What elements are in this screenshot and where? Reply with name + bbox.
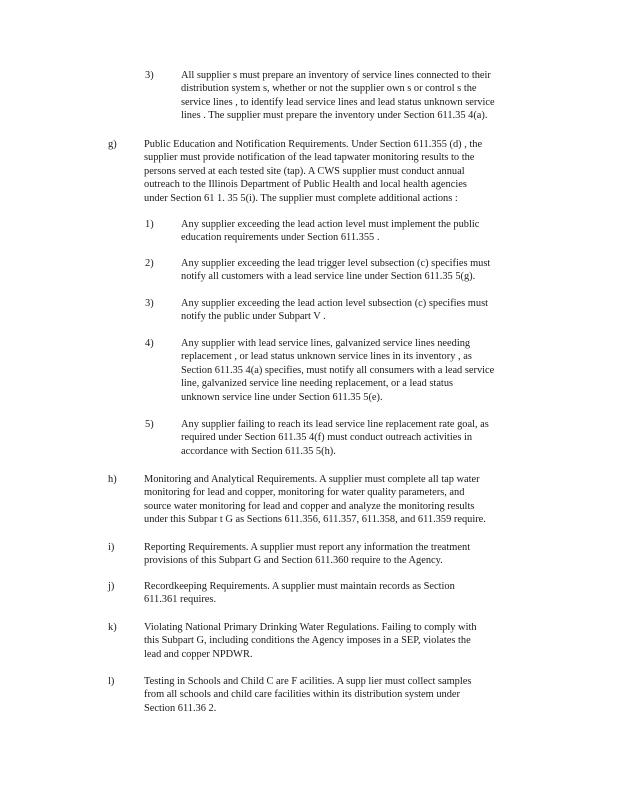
item-label: 3) <box>145 70 154 81</box>
text-line: Section 611.35 4(a) specifies, must notify all consumers with a lead service <box>181 364 495 376</box>
text-line: Monitoring and Analytical Requirements. A supplier must complete all tap water <box>144 474 480 485</box>
text-line: Testing in Schools and Child C are F acilities. A supp lier must collect samples <box>144 676 472 687</box>
text-line: Recordkeeping Requirements. A supplier must maintain records as Section <box>144 581 455 592</box>
text-line: Any supplier failing to reach its lead service line replacement rate goal, as <box>181 419 489 430</box>
text-line: Violating National Primary Drinking Water Regulations. Failing to comply with <box>144 622 477 633</box>
text-line: Reporting Requirements. A supplier must report any information the treatment <box>144 542 471 553</box>
item-text <box>181 418 531 458</box>
text-line: under Section 61 1. 35 5(i). The supplier must complete additional actions : <box>144 192 458 204</box>
item-label: i) <box>108 542 115 553</box>
item-text <box>144 621 532 661</box>
text-line: outreach to the Illinois Department of Public Health and local health agencies <box>144 179 467 191</box>
text-line: provisions of this Subpart G and Section 611.360 require to the Agency. <box>144 555 443 567</box>
text-line: unknown service line under Section 611.35 5(e). <box>181 391 383 403</box>
item-text <box>181 218 531 245</box>
text-line: Section 611.36 2. <box>144 702 217 714</box>
item-label: k) <box>108 622 117 633</box>
item-text <box>181 337 531 404</box>
item-label: 5) <box>145 419 154 430</box>
item-label: 4) <box>145 338 154 349</box>
item-text <box>144 138 532 205</box>
text-line: persons served at each tested site (tap). A CWS supplier must conduct annual <box>144 165 465 177</box>
item-label: 2) <box>145 258 154 269</box>
item-label: 3) <box>145 298 154 309</box>
text-line: All supplier s must prepare an inventory of service lines connected to their <box>181 70 491 81</box>
text-line: source water monitoring for lead and copper and analyze the monitoring results <box>144 500 475 512</box>
item-text <box>144 541 532 568</box>
item-label: 1) <box>145 219 154 230</box>
text-line: required under Section 611.35 4(f) must conduct outreach activities in <box>181 432 473 444</box>
text-line: this Subpart G, including conditions the Agency imposes in a SEP, violates the <box>144 635 471 647</box>
text-line: Any supplier with lead service lines, galvanized service lines needing <box>181 338 471 349</box>
text-line: monitoring for lead and copper, monitoring for water quality parameters, and <box>144 487 465 499</box>
text-line: supplier must provide notification of the lead tapwater monitoring results to the <box>144 152 475 164</box>
text-line: line, galvanized service line needing replacement, or a lead status <box>181 378 454 390</box>
item-text <box>181 297 531 324</box>
text-line: accordance with Section 611.35 5(h). <box>181 445 336 457</box>
item-label: g) <box>108 139 117 150</box>
item-text <box>144 580 532 607</box>
text-line: under this Subpar t G as Sections 611.356, 611.357, 611.358, and 611.359 require. <box>144 514 486 526</box>
text-line: lines . The supplier must prepare the inventory under Section 611.35 4(a). <box>181 110 488 122</box>
item-text <box>181 257 531 284</box>
text-line: education requirements under Section 611.355 . <box>181 232 380 244</box>
text-line: notify all customers with a lead service line under Section 611.35 5(g). <box>181 271 476 283</box>
text-line: distribution system s, whether or not the supplier own s or control s the <box>181 83 477 95</box>
text-line: replacement , or lead status unknown service lines in its inventory , as <box>181 351 472 363</box>
text-line: lead and copper NPDWR. <box>144 648 253 660</box>
text-line: Public Education and Notification Requirements. Under Section 611.355 (d) , the <box>144 139 483 150</box>
text-line: from all schools and child care facilities within its distribution system under <box>144 689 460 701</box>
text-line: Any supplier exceeding the lead action level must implement the public <box>181 219 480 230</box>
item-text <box>181 69 531 123</box>
text-line: 611.361 requires. <box>144 594 217 606</box>
text-line: Any supplier exceeding the lead trigger level subsection (c) specifies must <box>181 258 491 269</box>
item-label: j) <box>108 581 115 592</box>
item-text <box>144 675 532 715</box>
text-line: Any supplier exceeding the lead action level subsection (c) specifies must <box>181 298 489 309</box>
item-label: h) <box>108 474 117 485</box>
text-line: service lines , to identify lead service lines and lead status unknown service <box>181 96 495 108</box>
item-label: l) <box>108 676 115 687</box>
text-line: notify the public under Subpart V . <box>181 311 326 323</box>
item-text <box>144 473 532 527</box>
